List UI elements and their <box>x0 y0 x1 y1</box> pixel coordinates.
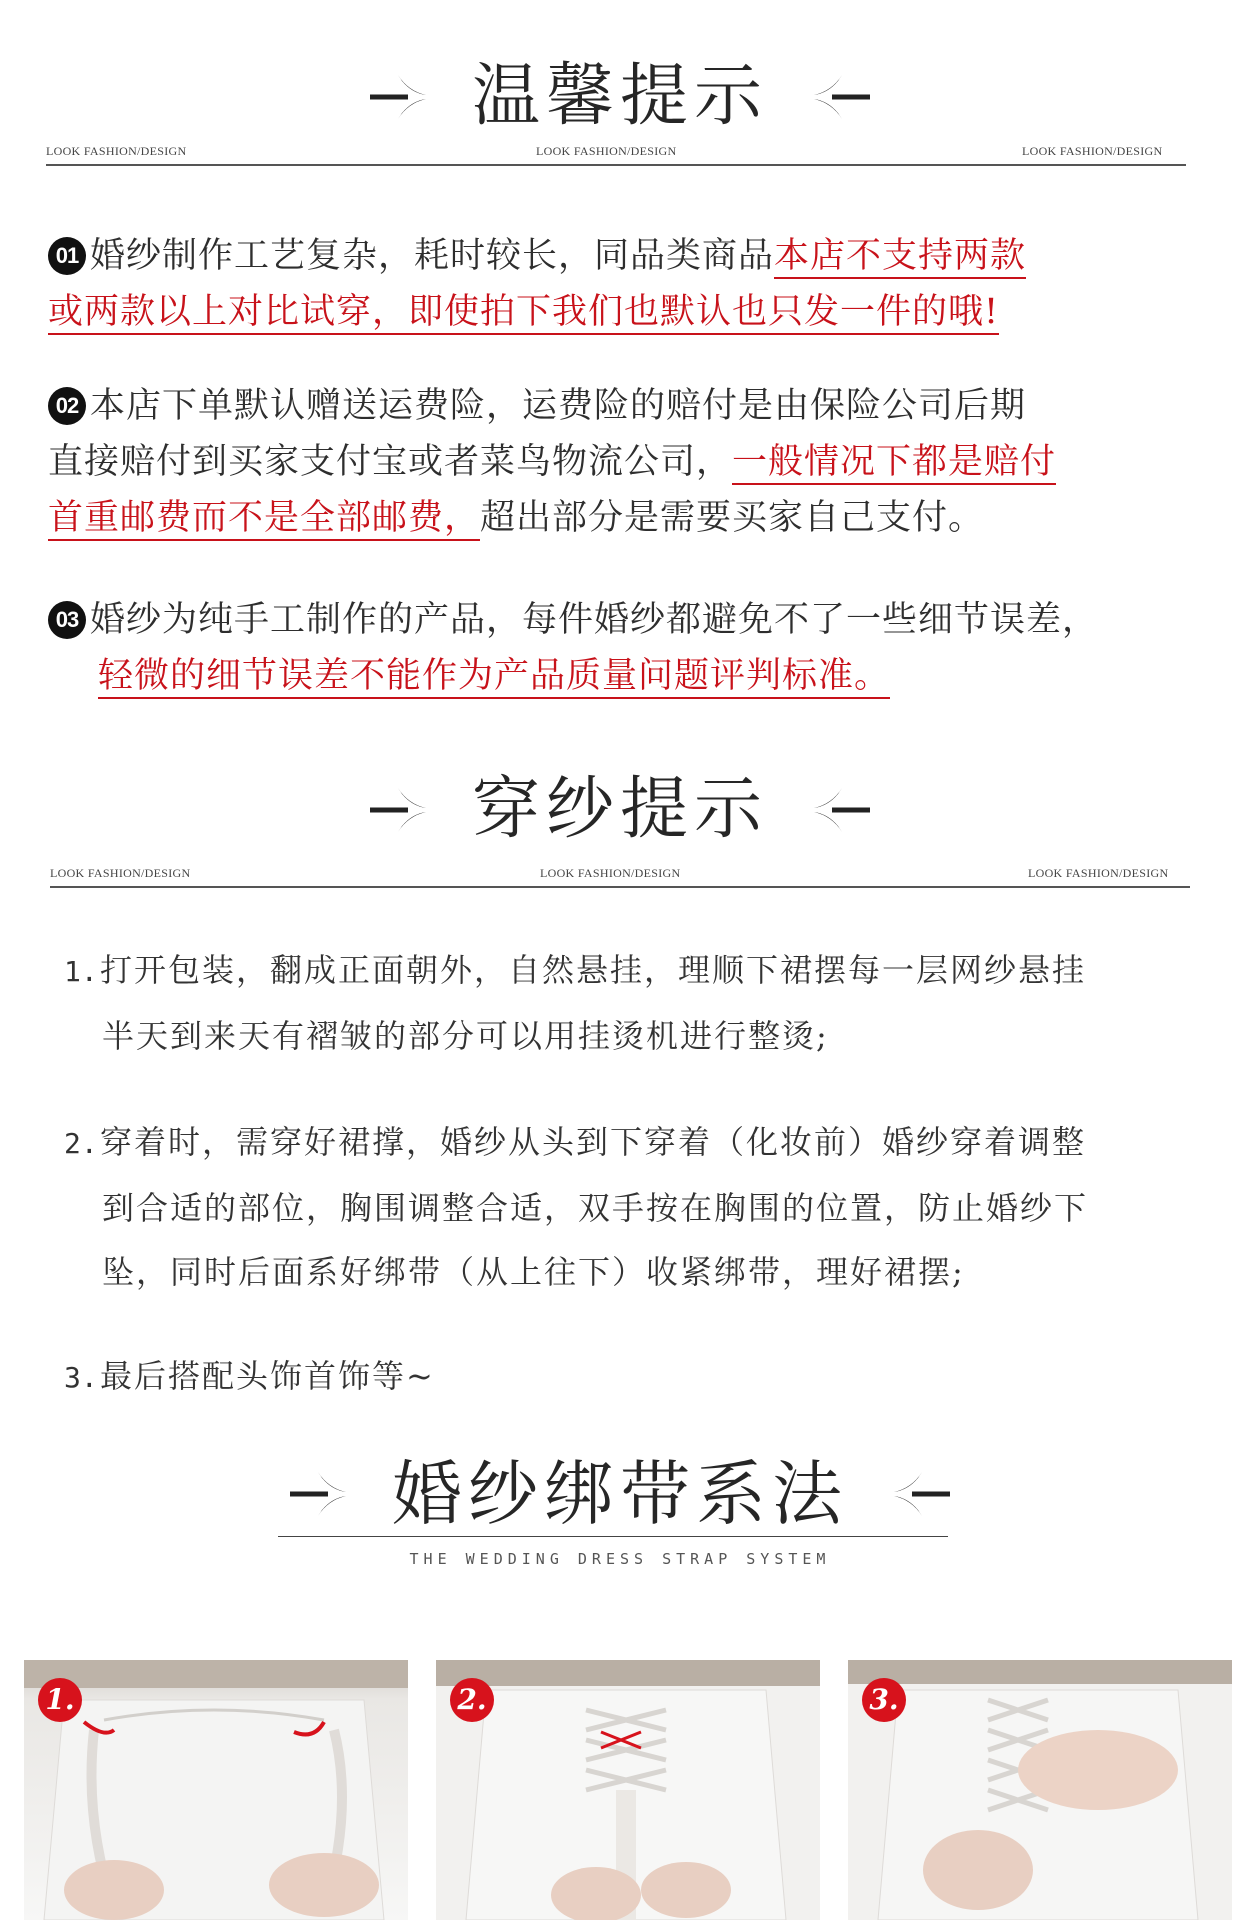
notice-item-3: 03 婚纱为纯手工制作的产品，每件婚纱都避免不了一些细节误差， 轻微的细节误差不能作为产品质量问题评判标准。 <box>48 592 1238 704</box>
left-ornament-icon <box>288 1466 350 1522</box>
strap-divider <box>278 1536 948 1537</box>
wearing-divider <box>50 886 1190 888</box>
notice-title: 温馨提示 <box>471 56 768 136</box>
notice-divider <box>46 164 1186 166</box>
wearing-tip-3: 3.最后搭配头饰首饰等~ <box>64 1357 435 1395</box>
wearing-title: 穿纱提示 <box>471 769 768 849</box>
right-ornament-icon <box>810 69 872 125</box>
strap-heading <box>0 1446 1240 1535</box>
left-ornament-icon <box>368 782 430 838</box>
strap-step-photo-3 <box>848 1660 1232 1920</box>
right-ornament-icon <box>890 1466 952 1522</box>
strap-title: 婚纱绑带系法 <box>392 1453 848 1535</box>
step-badge-1: 1. <box>38 1678 82 1722</box>
notice-item-1: 01 婚纱制作工艺复杂，耗时较长，同品类商品本店不支持两款 或两款以上对比试穿，即使拍下我们也默认也只发一件的哦! <box>48 228 1208 340</box>
number-badge-01: 01 <box>48 237 86 275</box>
number-badge-03: 03 <box>48 601 86 639</box>
tagline-center: LOOK FASHION/DESIGN <box>536 144 677 158</box>
strap-subtitle: THE WEDDING DRESS STRAP SYSTEM <box>409 1550 831 1568</box>
wearing-tip-1: 1.打开包装，翻成正面朝外，自然悬挂，理顺下裙摆每一层网纱悬挂 半天到来天有褶皱的部分可以用挂烫机进行整烫; <box>64 951 1087 1055</box>
notice-heading <box>0 52 1240 136</box>
tagline-right: LOOK FASHION/DESIGN <box>1028 866 1169 880</box>
tagline-center: LOOK FASHION/DESIGN <box>540 866 681 880</box>
step-badge-2: 2. <box>450 1678 494 1722</box>
number-badge-02: 02 <box>48 387 86 425</box>
tagline-left: LOOK FASHION/DESIGN <box>50 866 191 880</box>
tagline-left: LOOK FASHION/DESIGN <box>46 144 187 158</box>
wearing-tip-2: 2.穿着时，需穿好裙撑，婚纱从头到下穿着（化妆前）婚纱穿着调整 到合适的部位，胸围调整合适，双手按在胸围的位置，防止婚纱下 坠，同时后面系好绑带（从上往下）收紧绑带，理好裙摆; <box>64 1123 1089 1291</box>
strap-step-photo-1 <box>24 1660 408 1920</box>
step-badge-3: 3. <box>862 1678 906 1722</box>
right-ornament-icon <box>810 782 872 838</box>
left-ornament-icon <box>368 69 430 125</box>
strap-step-photo-2 <box>436 1660 820 1920</box>
tagline-right: LOOK FASHION/DESIGN <box>1022 144 1163 158</box>
wearing-heading <box>0 765 1240 849</box>
notice-item-2: 02 本店下单默认赠送运费险，运费险的赔付是由保险公司后期 直接赔付到买家支付宝或者菜鸟物流公司，一般情况下都是赔付 首重邮费而不是全部邮费，超出部分是需要买家自己支付。 <box>48 378 1218 546</box>
